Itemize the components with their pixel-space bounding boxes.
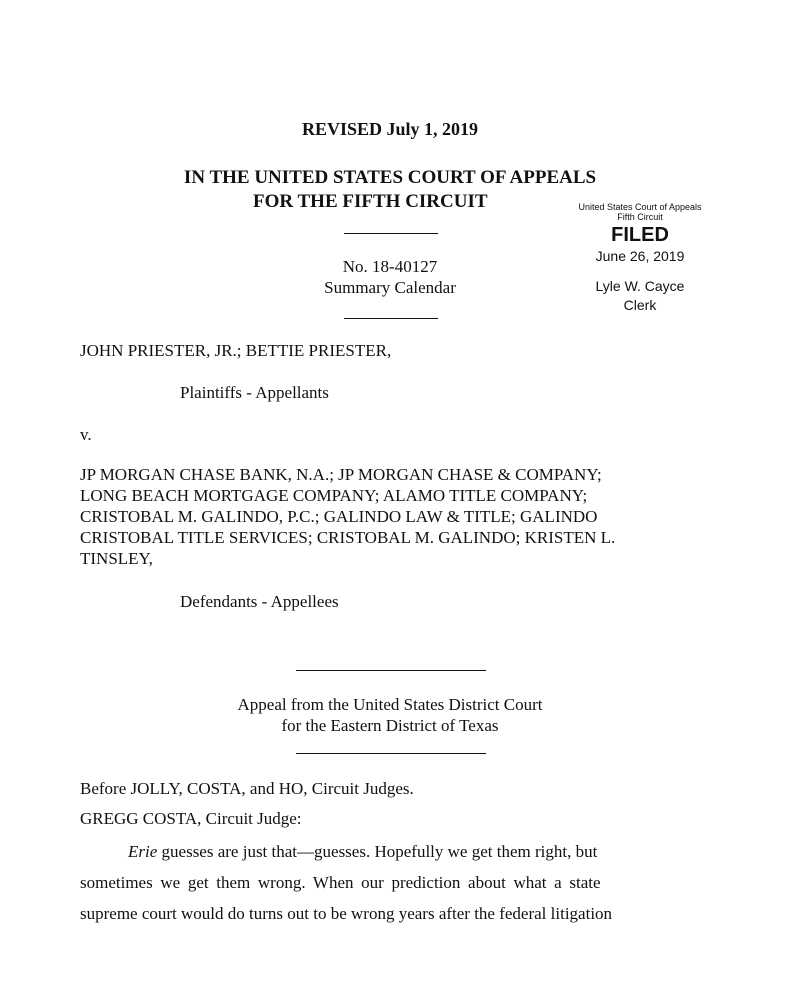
defendants-line: TINSLEY, — [80, 549, 153, 568]
divider-rule — [344, 318, 438, 319]
author-line: GREGG COSTA, Circuit Judge: — [80, 809, 302, 828]
clerk-title: Clerk — [623, 297, 657, 313]
divider-rule — [344, 233, 438, 234]
circuit-name-heading: FOR THE FIFTH CIRCUIT — [253, 191, 488, 212]
case-calendar: Summary Calendar — [324, 278, 456, 297]
defendants-line: JP MORGAN CHASE BANK, N.A.; JP MORGAN CHASE & COMPANY; — [80, 465, 602, 484]
appeal-from-line: Appeal from the United States District Court — [237, 695, 543, 714]
versus-label: v. — [80, 425, 92, 444]
filed-stamp: FILED — [611, 224, 669, 246]
panel-line: Before JOLLY, COSTA, and HO, Circuit Judges. — [80, 779, 414, 798]
revised-date-heading: REVISED July 1, 2019 — [301, 119, 479, 139]
defendants-role: Defendants - Appellees — [180, 592, 339, 611]
stamp-court-name: United States Court of Appeals — [578, 202, 702, 212]
stamp-circuit-name: Fifth Circuit — [617, 212, 663, 222]
defendants-line: CRISTOBAL TITLE SERVICES; CRISTOBAL M. GALINDO; KRISTEN L. — [80, 528, 616, 547]
opinion-text: guesses are just that—guesses. Hopefully we get them right, but — [157, 842, 598, 861]
divider-rule — [296, 670, 486, 671]
plaintiffs-names: JOHN PRIESTER, JR.; BETTIE PRIESTER, — [80, 341, 392, 360]
case-number: No. 18-40127 — [342, 257, 438, 276]
clerk-name: Lyle W. Cayce — [595, 278, 685, 294]
opinion-line — [128, 841, 703, 862]
filed-date: June 26, 2019 — [595, 248, 685, 264]
opinion-line: supreme court would do turns out to be wrong years after the federal litigation — [80, 904, 613, 923]
plaintiffs-role: Plaintiffs - Appellants — [180, 383, 329, 402]
divider-rule — [296, 753, 486, 754]
appeal-district-line: for the Eastern District of Texas — [281, 716, 499, 735]
court-name-heading: IN THE UNITED STATES COURT OF APPEALS — [183, 167, 597, 188]
defendants-line: LONG BEACH MORTGAGE COMPANY; ALAMO TITLE COMPANY; — [80, 486, 588, 505]
case-name-erie: Erie — [128, 842, 158, 861]
defendants-line: CRISTOBAL M. GALINDO, P.C.; GALINDO LAW & TITLE; GALINDO — [80, 507, 598, 526]
opinion-line: sometimes we get them wrong. When our prediction about what a state — [80, 873, 601, 892]
